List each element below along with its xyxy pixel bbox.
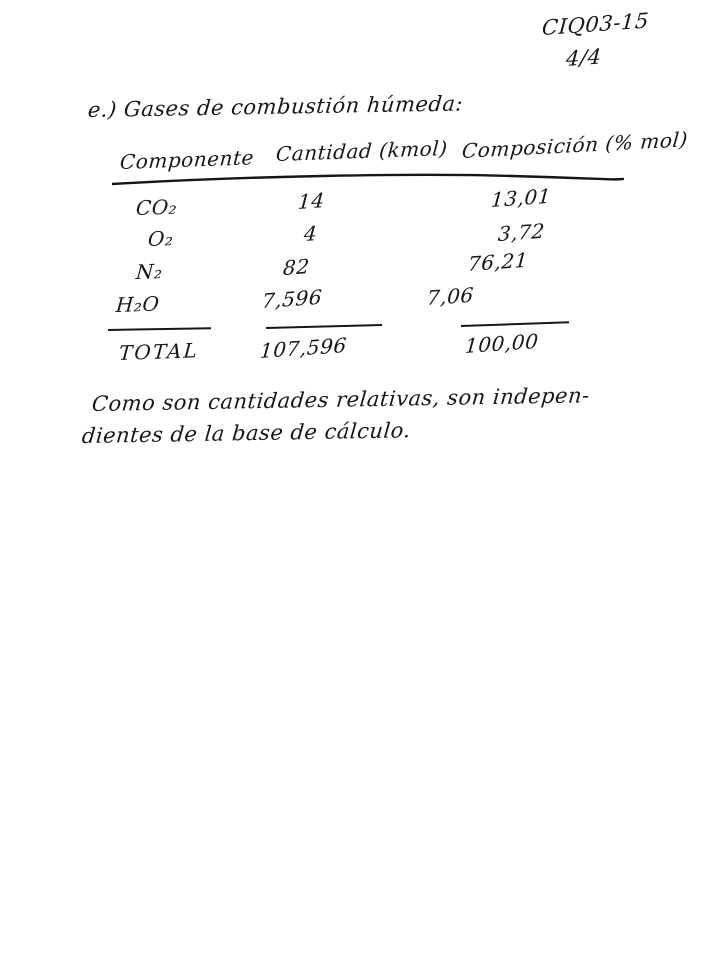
row-cantidad: 82 xyxy=(282,254,311,280)
row-component: CO₂ xyxy=(135,194,179,220)
total-underline-composicion xyxy=(461,321,569,327)
row-cantidad: 7,596 xyxy=(261,284,324,313)
col-header-componente: Componente xyxy=(119,145,255,174)
note-line-2: dientes de la base de cálculo. xyxy=(80,418,412,448)
row-cantidad: 14 xyxy=(297,188,326,214)
row-cantidad: 4 xyxy=(303,221,319,246)
row-component: N₂ xyxy=(135,259,164,284)
row-composicion: 13,01 xyxy=(490,183,553,212)
total-underline-componente xyxy=(108,327,211,331)
col-header-cantidad: Cantidad (kmol) xyxy=(275,136,449,166)
row-component: O₂ xyxy=(147,226,175,251)
row-component: H₂O xyxy=(115,291,161,317)
page-number: 4/4 xyxy=(565,44,603,71)
section-title: e.) Gases de combustión húmeda: xyxy=(86,91,465,122)
row-composicion: 3,72 xyxy=(497,218,546,246)
note-line-1: Como son cantidades relativas, son indepen- xyxy=(90,383,591,416)
col-header-composicion: Composición (% mol) xyxy=(460,127,689,163)
total-cantidad: 107,596 xyxy=(259,333,348,363)
row-composicion: 7,06 xyxy=(426,282,475,310)
total-composicion: 100,00 xyxy=(464,328,540,358)
total-label: TOTAL xyxy=(118,338,200,365)
doc-code: CIQ03-15 xyxy=(541,8,650,40)
total-underline-cantidad xyxy=(266,324,382,329)
row-composicion: 76,21 xyxy=(467,247,530,276)
